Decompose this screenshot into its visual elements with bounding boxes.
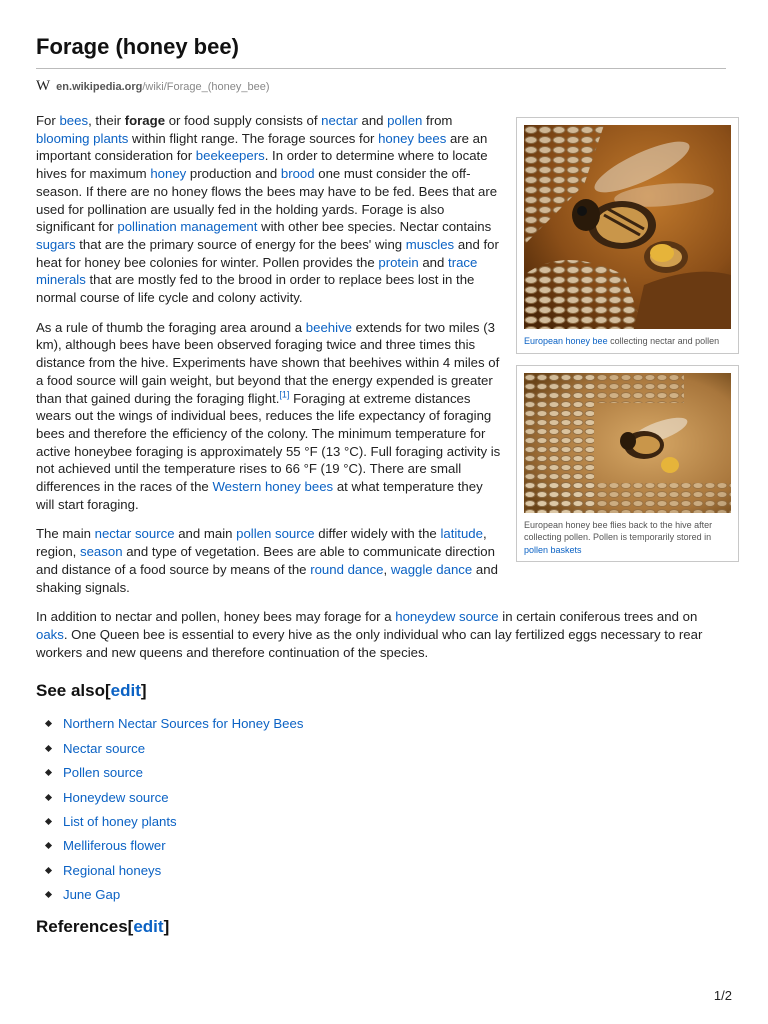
- link-honeydew-source[interactable]: honeydew source: [395, 609, 499, 625]
- bullet-icon: [45, 720, 52, 727]
- paragraph-intro: For bees, their forage or food supply consists of nectar and pollen from blooming plants within flight range. The forage sources for honey bees are an important consideration for beekeepers. In order to determine where to locate hives for maximum honey production and brood one must consider the off-season. If there are no honey flows the bees may have to be fed. Bees that are used for pollination are usually fed in the holding yards. Forage is also significant for pollination management with other bee species. Nectar contains sugars that are the primary source of energy for the bees' wing muscles and for heat for honey bee colonies for winter. Pollen provides the protein and trace minerals that are mostly fed to the brood in order to replace bees lost in the normal course of life cycle and colony activity.: [36, 113, 499, 306]
- link-honey[interactable]: honey: [150, 166, 187, 182]
- link-see-also-item[interactable]: June Gap: [63, 887, 121, 903]
- list-item: [46, 740, 732, 757]
- link-see-also-item[interactable]: Melliferous flower: [63, 838, 166, 854]
- figure-caption: European honey bee flies back to the hive after collecting pollen. Pollen is temporarily stored in pollen baskets: [524, 519, 713, 555]
- bullet-icon: [45, 891, 52, 898]
- paragraph-sources: The main nectar source and main pollen source differ widely with the latitude, region, season and type of vegetation. Bees are able to communicate direction and distance of a food source by means of the round dance, waggle dance and shaking signals.: [36, 526, 498, 595]
- list-item: [46, 813, 732, 830]
- article-body: [36, 112, 732, 951]
- page-title: Forage (honey bee): [36, 34, 239, 59]
- list-item: [46, 886, 732, 903]
- bullet-icon: [45, 769, 52, 776]
- bullet-icon: [45, 818, 52, 825]
- link-beekeepers[interactable]: beekeepers: [195, 148, 265, 164]
- page-number: 1/2: [713, 988, 732, 1003]
- paragraph-honeydew: In addition to nectar and pollen, honey bees may forage for a honeydew source in certain coniferous trees and on oaks. One Queen bee is essential to every hive as the only individual who can lay fertilized eggs necessary to rear workers and new queens and therefore continuation of the species.: [36, 609, 703, 660]
- bullet-icon: [45, 745, 52, 752]
- list-item: [46, 789, 732, 806]
- link-beehive[interactable]: beehive: [305, 319, 352, 335]
- link-nectar[interactable]: nectar: [321, 113, 358, 128]
- caption-link-european-honey-bee[interactable]: European honey bee: [524, 336, 608, 346]
- source-url[interactable]: [36, 78, 270, 95]
- link-protein[interactable]: protein: [378, 254, 419, 270]
- list-item: [46, 862, 732, 879]
- link-pollen[interactable]: pollen: [387, 113, 423, 128]
- list-item: [46, 764, 732, 781]
- bullet-icon: [45, 794, 52, 801]
- link-round-dance[interactable]: round dance: [310, 561, 384, 577]
- bullet-icon: [45, 842, 52, 849]
- wikipedia-icon: W: [36, 78, 51, 94]
- references-heading: References[edit]: [36, 917, 170, 937]
- see-also-list: [36, 715, 732, 903]
- link-see-also-item[interactable]: Northern Nectar Sources for Honey Bees: [63, 716, 304, 732]
- link-see-also-item[interactable]: Regional honeys: [63, 862, 162, 878]
- figure-caption: European honey bee collecting nectar and pollen: [524, 336, 720, 346]
- link-western-honey-bees[interactable]: Western honey bees: [212, 479, 334, 495]
- link-blooming-plants[interactable]: blooming plants: [36, 130, 129, 146]
- edit-references-link[interactable]: edit: [133, 917, 164, 937]
- list-item: [46, 837, 732, 854]
- caption-link-pollen-baskets[interactable]: pollen baskets: [524, 544, 582, 555]
- figure-flying-bee: [516, 365, 739, 563]
- citation-link[interactable]: [1]: [279, 389, 290, 400]
- source-domain: en.wikipedia.org: [56, 81, 143, 93]
- link-honey-bees[interactable]: honey bees: [378, 130, 447, 146]
- paragraph-foraging-area: As a rule of thumb the foraging area around a beehive extends for two miles (3 km), although bees have been observed foraging twice and three times this distance from the hive. Experiments have shown that beehives within 4 miles of a food source will gain weight, but beyond that the energy expended is greater than that gained during the foraging flight.[1] Foraging at extreme distances wears out the wings of individual bees, reduces the life expectancy of foraging bees and therefore the efficiency of the colony. The minimum temperature for active honeybee foraging is approximately 55 °F (13 °C). Full foraging activity is not achieved until the temperature rises to 66 °F (19 °C). There are small differences in the races of the Western honey bees at what temperature they will start foraging.: [36, 319, 501, 512]
- link-nectar-source[interactable]: nectar source: [94, 526, 175, 542]
- link-see-also-item[interactable]: List of honey plants: [63, 813, 177, 829]
- link-sugars[interactable]: sugars: [36, 236, 76, 252]
- edit-see-also-link[interactable]: edit: [110, 681, 141, 701]
- link-see-also-item[interactable]: Pollen source: [63, 765, 143, 781]
- bee-on-flower-photo-icon: [524, 125, 731, 329]
- link-latitude[interactable]: latitude: [440, 526, 483, 542]
- bee-in-flight-photo-icon: [524, 373, 731, 513]
- link-see-also-item[interactable]: Nectar source: [63, 740, 146, 756]
- link-muscles[interactable]: muscles: [405, 236, 455, 252]
- link-pollination-management[interactable]: pollination management: [117, 219, 258, 235]
- link-bees[interactable]: bees: [59, 113, 89, 128]
- link-brood[interactable]: brood: [280, 166, 315, 182]
- source-path: /wiki/Forage_(honey_bee): [142, 81, 270, 93]
- link-waggle-dance[interactable]: waggle dance: [390, 561, 473, 577]
- link-oaks[interactable]: oaks: [36, 626, 64, 642]
- link-season[interactable]: season: [80, 544, 123, 560]
- figure-foraging-bee: [516, 117, 739, 354]
- list-item: [46, 715, 732, 732]
- link-pollen-source[interactable]: pollen source: [236, 526, 315, 542]
- bullet-icon: [45, 867, 52, 874]
- title-divider: [36, 68, 726, 69]
- link-see-also-item[interactable]: Honeydew source: [63, 789, 169, 805]
- see-also-heading: See also[edit]: [36, 681, 147, 701]
- link-trace-minerals[interactable]: trace minerals: [36, 254, 478, 288]
